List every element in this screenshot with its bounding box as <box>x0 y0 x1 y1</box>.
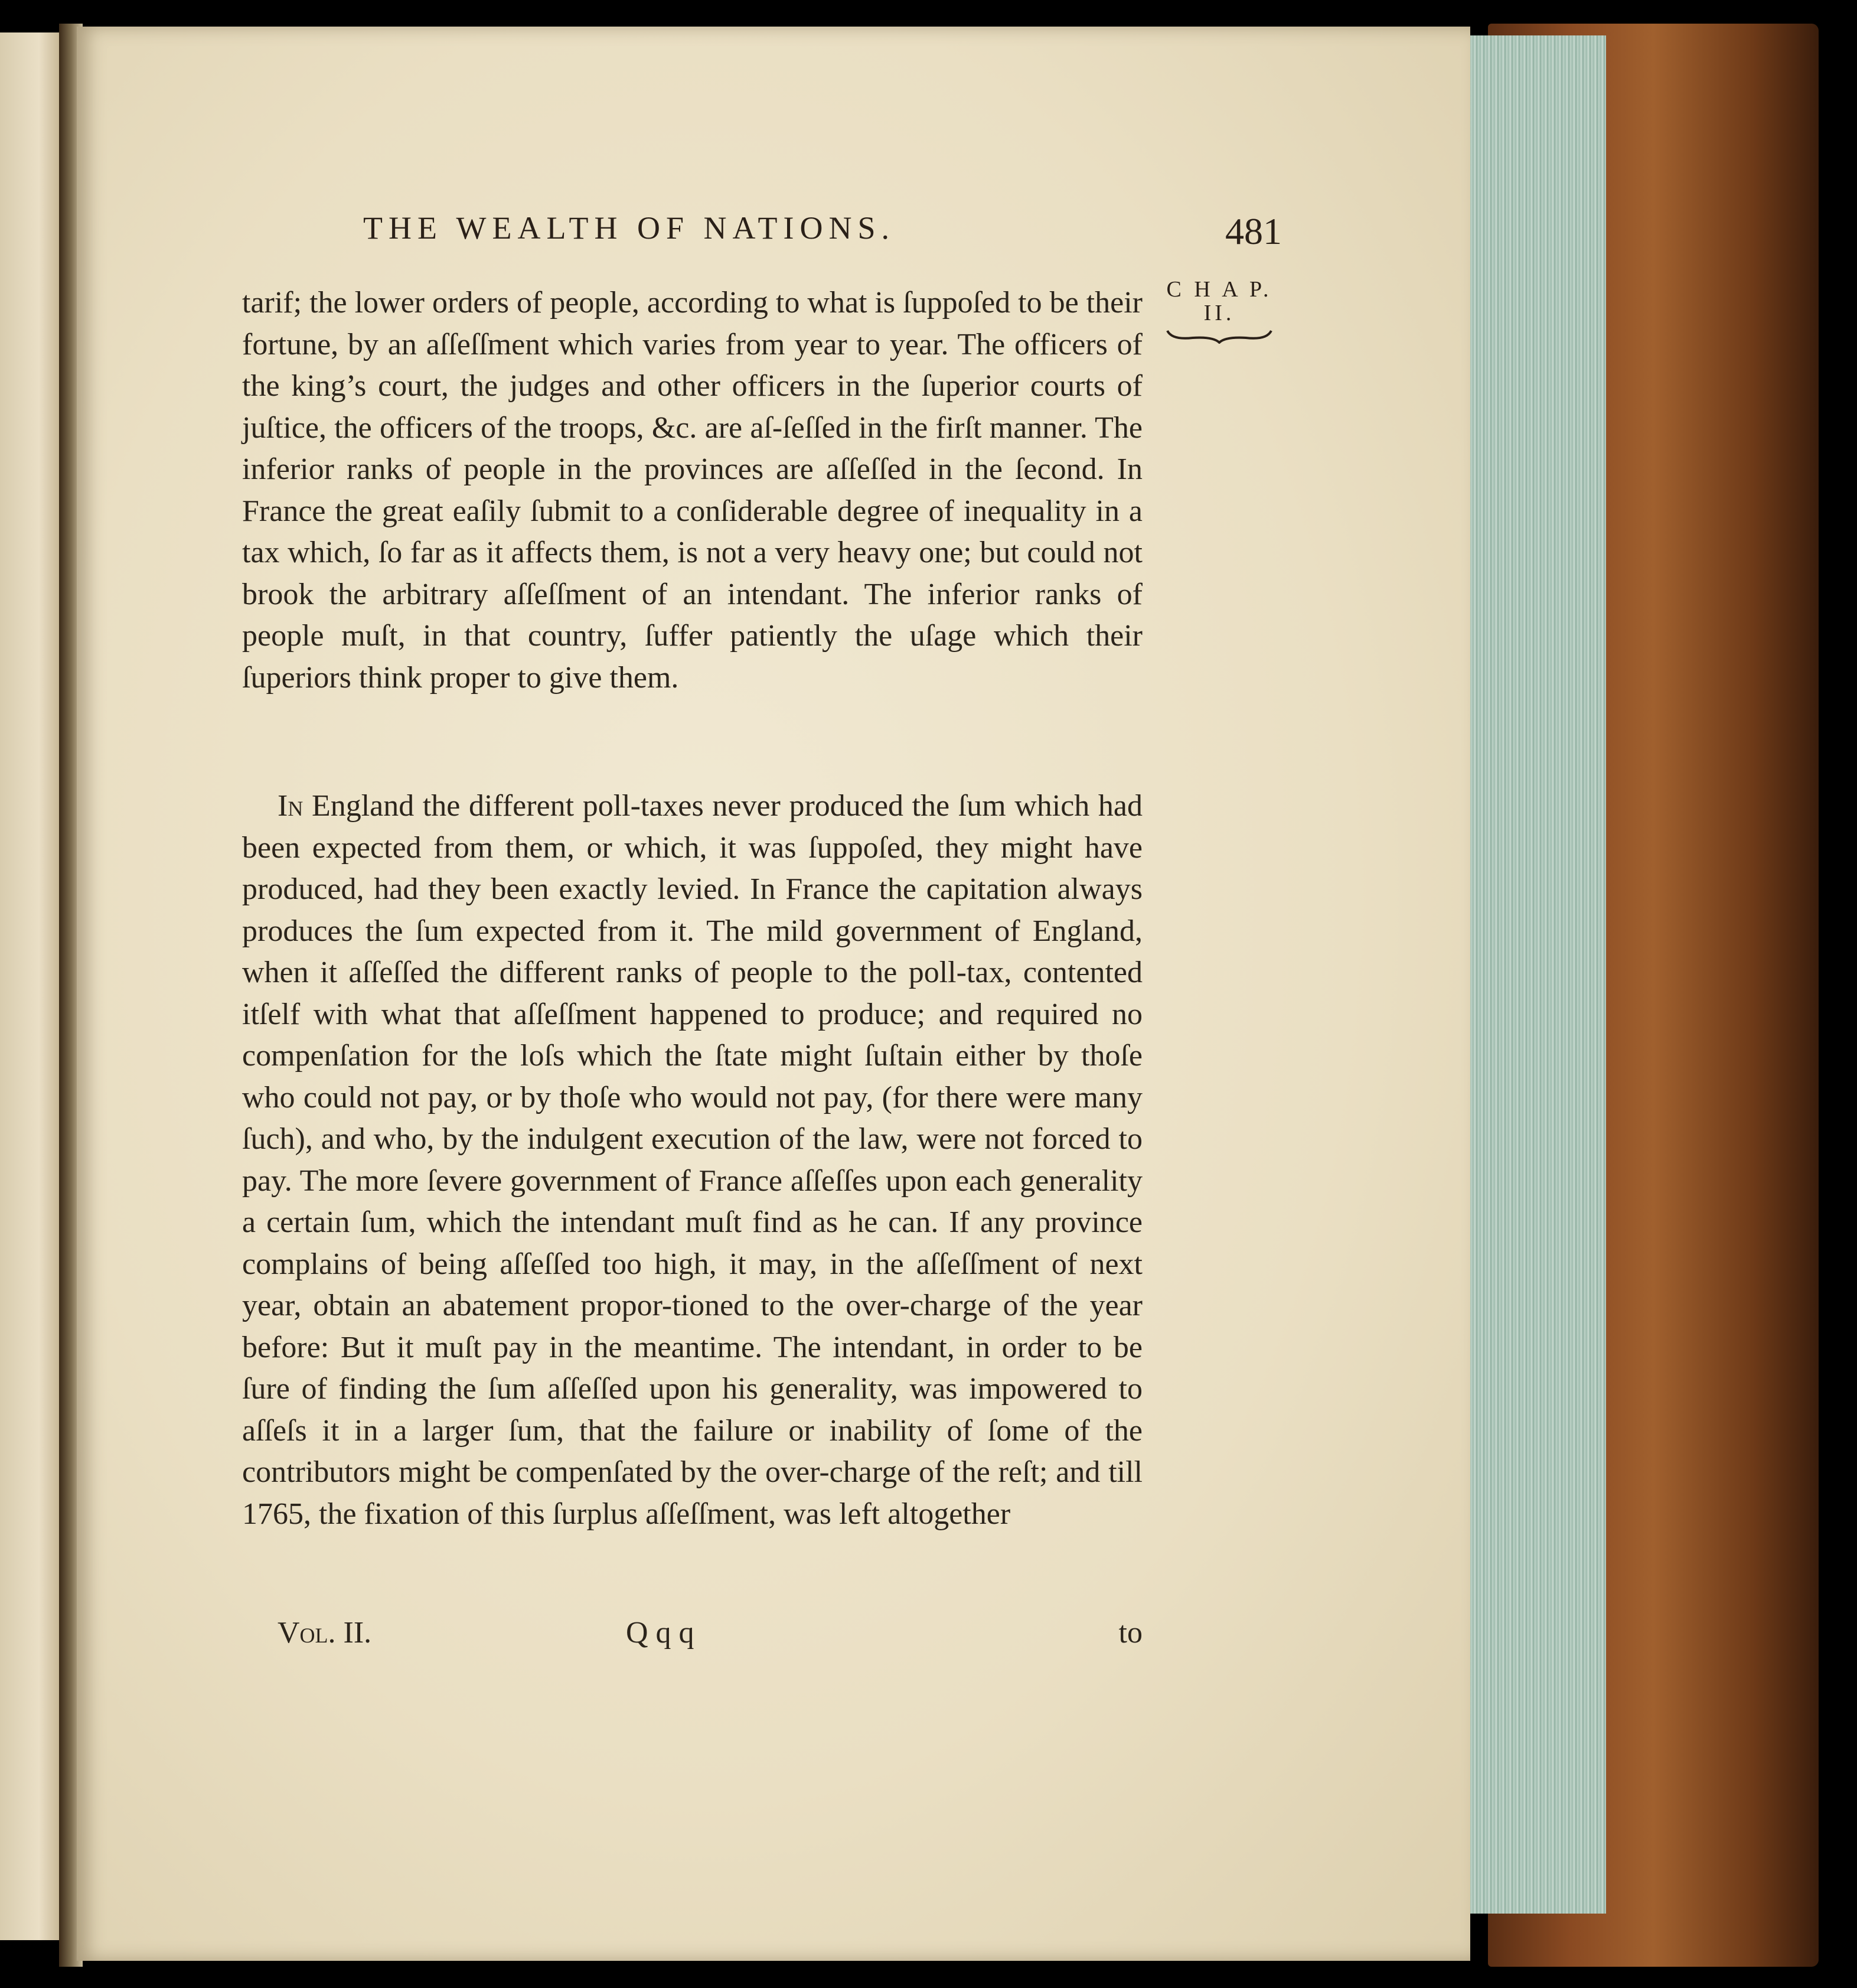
chapter-label: C H A P. <box>1166 277 1272 302</box>
paragraph-2-lead: In <box>278 789 303 823</box>
paragraph-2 <box>242 786 1143 1535</box>
running-head: THE WEALTH OF NATIONS. <box>363 210 895 246</box>
facing-page-edge <box>0 32 65 1940</box>
paragraph-2-body: England the different poll-taxes never produced the ſum which had been expected from them, or which, it was ſuppoſed, they might have produced, had they been exactly levied. In France the capitation always produces the ſum expected from it. The mild government of England, when it aſſeſſed the different ranks of people to the poll-tax, contented itſelf with what that aſſeſſment happened to produce; and required no compenſation for the loſs which the ſtate might ſuſtain either by thoſe who could not pay, or by thoſe who would not pay, (for there were many ſuch), and who, by the indulgent execution of the law, were not forced to pay. The more ſevere government of France aſſeſſes upon each generality a certain ſum, which the intendant muſt find as he can. If any province complains of being aſſeſſed too high, it may, in the aſſeſſment of next year, obtain an abatement propor-tioned to the over-charge of the year before: But it muſt pay in the meantime. The intendant, in order to be ſure of finding the ſum aſſeſſed upon his generality, was impowered to aſſeſs it in a larger ſum, that the failure or inability of ſome of the contributors might be compenſated by the over-charge of the reſt; and till 1765, the fixation of this ſurplus aſſeſſment, was left altogether <box>242 789 1143 1531</box>
chapter-margin-note <box>1157 278 1281 344</box>
page-footer <box>242 1615 1143 1657</box>
catchword: to <box>1118 1616 1143 1650</box>
brace-ornament-icon <box>1166 328 1272 344</box>
paragraph-1 <box>242 282 1143 699</box>
volume-label: Vol. II. <box>278 1616 372 1650</box>
paragraph-2-text <box>242 786 1143 1535</box>
paragraph-1-text: tarif; the lower orders of people, according to what is ſuppoſed to be their fortune, by an aſſeſſment which varies from year to year. The officers of the king’s court, the judges and other officers in the ſuperior courts of juſtice, the officers of the troops, &c. are aſ-ſeſſed in the firſt manner. The inferior ranks of people in the provinces are aſſeſſed in the ſecond. In France the great eaſily ſubmit to a conſiderable degree of inequality in a tax which, ſo far as it affects them, is not a very heavy one; but could not brook the arbitrary aſſeſſment of an intendant. The inferior ranks of people muſt, in that country, ſuffer patiently the uſage which their ſuperiors think proper to give them. <box>242 286 1143 695</box>
page-number: 481 <box>1225 210 1282 252</box>
signature-mark: Q q q <box>626 1616 694 1650</box>
chapter-number: II. <box>1203 301 1235 325</box>
page-fore-edge <box>1464 35 1606 1914</box>
